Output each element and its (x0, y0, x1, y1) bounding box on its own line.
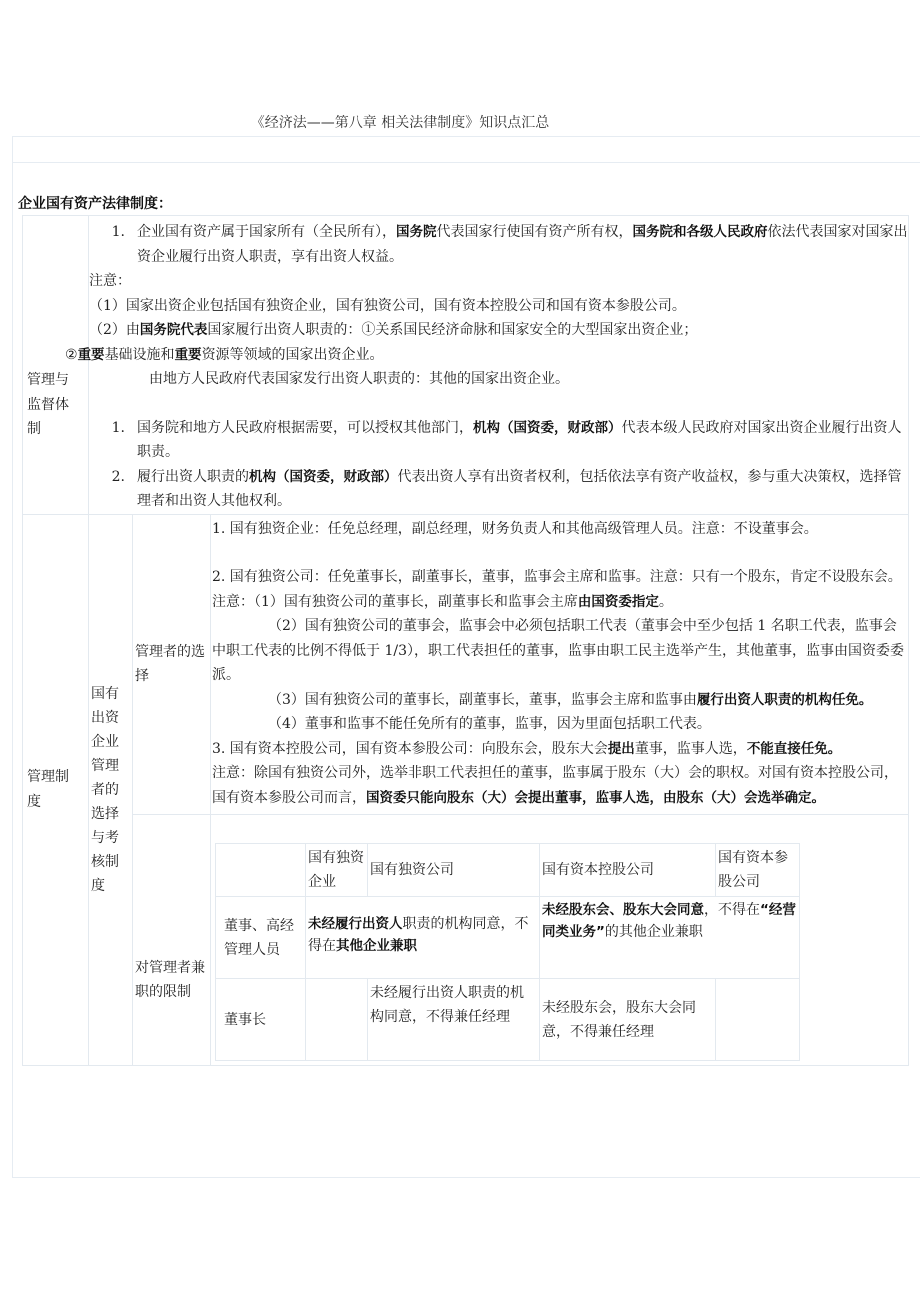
concurrent-header-row (216, 844, 800, 897)
state-owned-rule: 未经履行出资人职责的机构同意，不得在其他企业兼职 (306, 897, 540, 979)
selection-label: 管理者的选择 (135, 643, 205, 685)
note-2: （2）由国务院代表国家履行出资人职责的：①关系国民经济命脉和国家安全的大型国家出资企业； (89, 322, 698, 338)
header-sole-company: 国有独资公司 (368, 844, 540, 897)
concurrent-label-cell (133, 815, 211, 1066)
selection-p8: 注意：除国有独资公司外，选举非职工代表担任的董事，监事属于股东（大）会的职权。对国有资本控股公司，国有资本参股公司而言，国资委只能向股东（大）会提出董事，监事人选，由股东（大）会选举确定。 (212, 765, 898, 806)
section1-row (23, 216, 909, 515)
section1-item-1: 1. 企业国有资产属于国家所有（全民所有），国务院代表国家行使国有资产所有权，国务院和各级人民政府依法代表国家对国家出资企业履行出资人职责，享有出资人权益。 (111, 224, 908, 265)
section-heading: 企业国有资产法律制度： (18, 196, 172, 212)
selection-content (211, 514, 909, 815)
row-label-chairman: 董事长 (216, 979, 306, 1061)
chairman-sole-company: 未经履行出资人职责的机构同意，不得兼任经理 (368, 979, 540, 1061)
header-sole-enterprise: 国有独资企业 (306, 844, 368, 897)
section1-list2-item-2: 2. 履行出资人职责的机构（国资委，财政部）代表出资人享有出资者权利，包括依法享有资产收益权，参与重大决策权，选择管理者和出资人其他权利。 (111, 468, 902, 509)
chairman-capital: 未经股东会，股东大会同意，不得兼任经理 (540, 979, 716, 1061)
selection-p3: 注意：（1）国有独资公司的董事长，副董事长和监事会主席由国资委指定。 (212, 593, 673, 610)
section2-concurrent-row (23, 815, 909, 1066)
section1-label: 管理与监督体制 (27, 372, 69, 437)
section1-content (65, 216, 909, 515)
section2-label-cell (23, 514, 89, 1066)
selection-p6: （4）董事和监事不能任免所有的董事，监事，因为里面包括职工代表。 (268, 716, 711, 732)
chairman-sole-enterprise (306, 979, 368, 1061)
selection-p4: （2）国有独资公司的董事会，监事会中必须包括职工代表（董事会中至少包括 1 名职工代表，监事会中职工代表的比例不得低于 1/3），职工代表担任的董事，监事由职工民主选举产生，其他董事，监事由国资委委派。 (212, 618, 904, 683)
concurrent-content (211, 815, 909, 1066)
concurrent-table (215, 843, 800, 1061)
capital-company-rule: 未经股东会、股东大会同意，不得在“经营同类业务”的其他企业兼职 (540, 897, 800, 979)
header-controlling: 国有资本控股公司 (540, 844, 716, 897)
selection-p1: 1. 国有独资企业：任免总经理，副总经理，财务负责人和其他高级管理人员。注意：不设董事会。 (212, 520, 818, 537)
main-table (22, 215, 909, 1066)
concurrent-label: 对管理者兼职的限制 (135, 959, 205, 1000)
header-empty (216, 844, 306, 897)
selection-p7: 3. 国有资本控股公司，国有资本参股公司：向股东会，股东大会提出董事，监事人选，不能直接任免。 (212, 740, 842, 757)
document-title: 《经济法——第八章 相关法律制度》知识点汇总 (250, 115, 550, 131)
concurrent-row-directors (216, 897, 800, 979)
selection-p2: 2. 国有独资公司：任免董事长，副董事长，董事，监事会主席和监事。注意：只有一个股东，肯定不设股东会。 (212, 569, 902, 585)
note-4: 由地方人民政府代表国家发行出资人职责的：其他的国家出资企业。 (149, 371, 569, 387)
section2-selection-row (23, 514, 909, 815)
chairman-minority (716, 979, 800, 1061)
section1-list2-item-1: 1. 国务院和地方人民政府根据需要，可以授权其他部门，机构（国资委，财政部）代表本级人民政府对国家出资企业履行出资人职责。 (111, 419, 902, 460)
row-label-directors: 董事、高经管理人员 (216, 897, 306, 979)
note-label: 注意： (89, 273, 131, 289)
section2-sublabel-cell (89, 514, 133, 1066)
note-1: （1）国家出资企业包括国有独资企业，国有独资公司，国有资本控股公司和国有资本参股公司。 (89, 297, 686, 314)
selection-p5: （3）国有独资公司的董事长，副董事长，董事，监事会主席和监事由履行出资人职责的机构任免。 (268, 691, 873, 708)
section2-sublabel: 国有出资企业管理者的选择与考核制度 (91, 685, 119, 894)
section2-label: 管理制度 (27, 769, 69, 810)
selection-label-cell (133, 514, 211, 815)
concurrent-row-chairman (216, 979, 800, 1061)
note-3: ②重要基础设施和重要资源等领域的国家出资企业。 (65, 346, 384, 363)
header-minority: 国有资本参股公司 (716, 844, 800, 897)
header-spacer-row (12, 136, 920, 163)
